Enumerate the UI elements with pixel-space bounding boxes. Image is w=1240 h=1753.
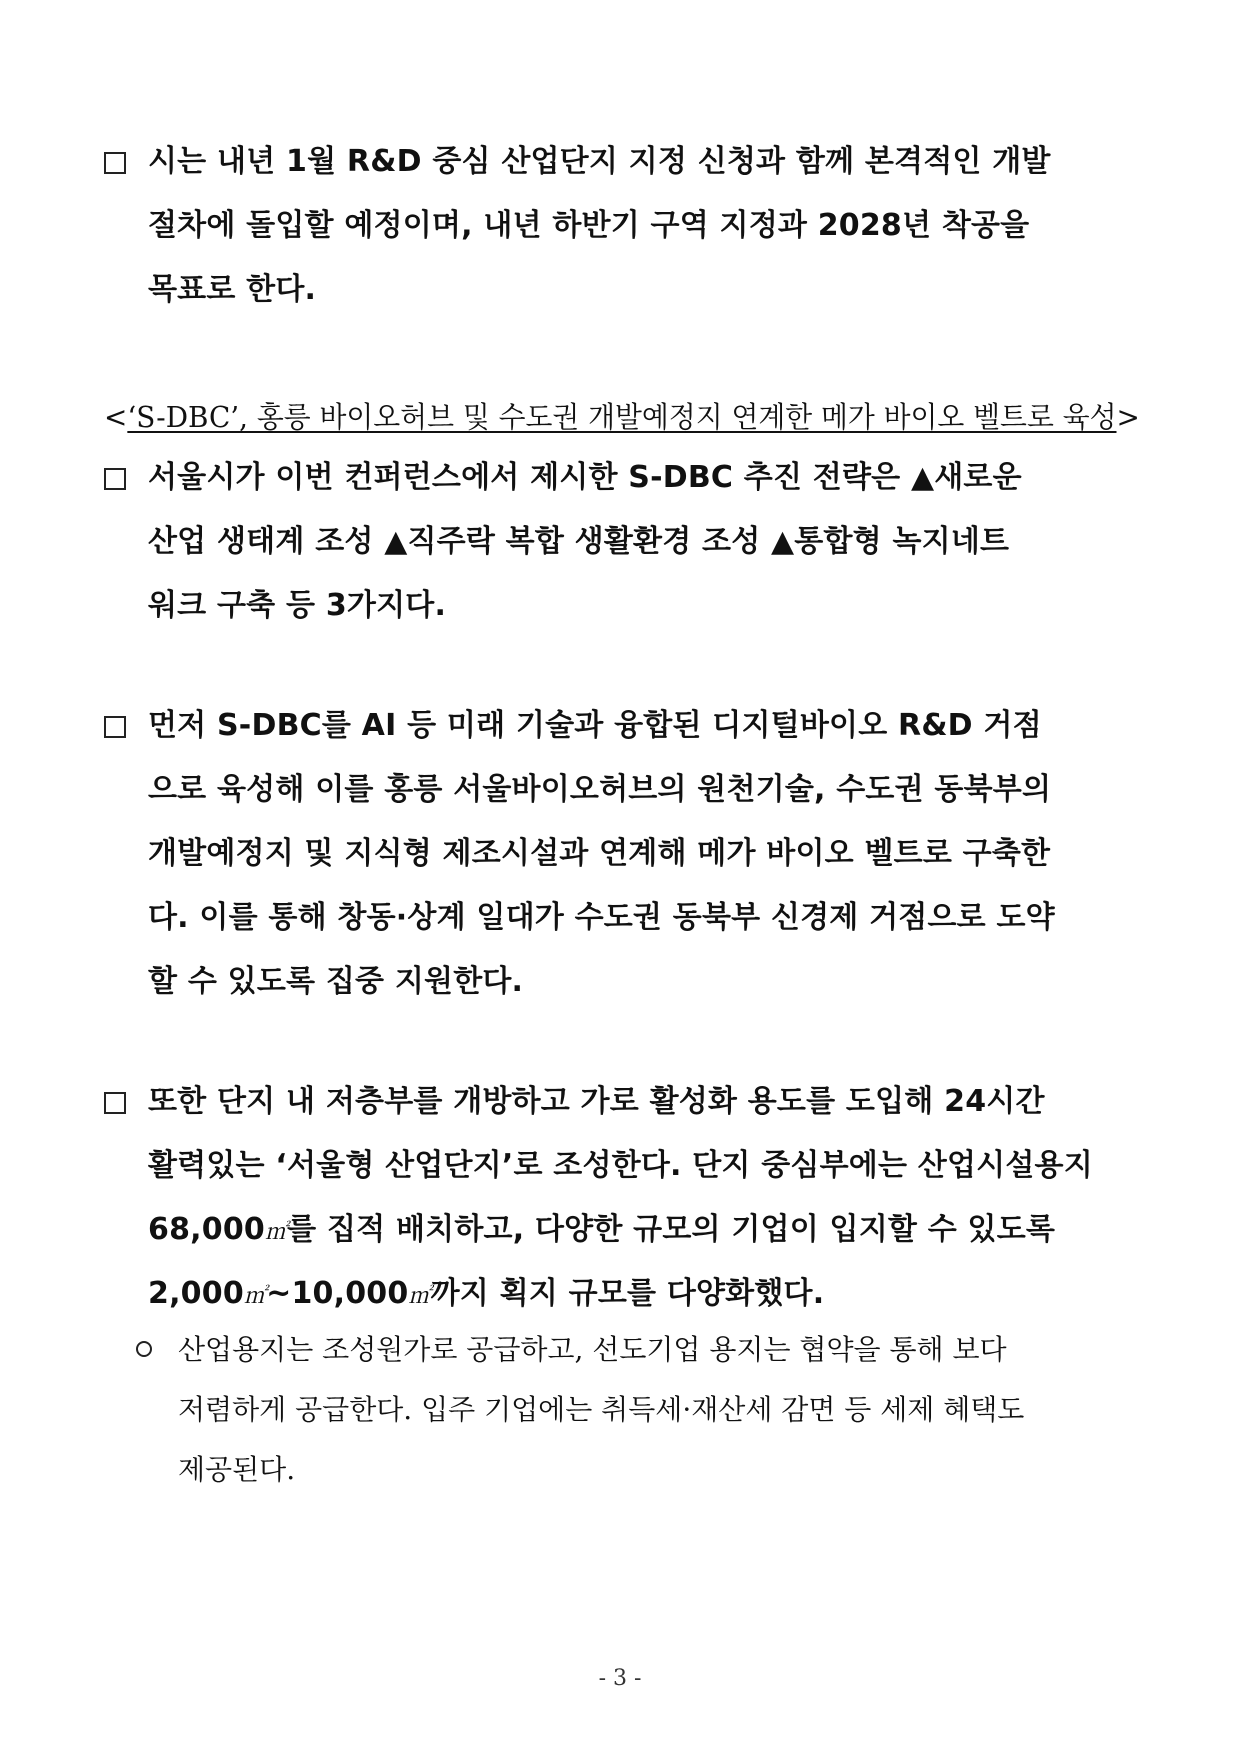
- area-value: 68,000: [148, 1212, 265, 1247]
- checkbox-bullet-icon: [104, 716, 126, 738]
- paragraph-4-line-4: [148, 1274, 824, 1317]
- paragraph-4-line-1: 또한 단지 내 저층부를 개방하고 가로 활성화 용도를 도입해 24시간: [148, 1084, 1045, 1119]
- paragraph-3-line-5: 할 수 있도록 집중 지원한다.: [148, 964, 524, 999]
- paragraph-1-line-3: 목표로 한다.: [148, 272, 317, 307]
- area-max-value: ~10,000: [266, 1276, 409, 1311]
- paragraph-2-line-1: 서울시가 이번 컨퍼런스에서 제시한 S-DBC 추진 전략은 ▲새로운: [148, 460, 1022, 495]
- paragraph-3-line-4: 다. 이를 통해 창동·상계 일대가 수도권 동북부 신경제 거점으로 도약: [148, 900, 1055, 935]
- heading-close-bracket: >: [1116, 400, 1140, 434]
- square-meter-unit: ㎡: [264, 1220, 288, 1245]
- heading-text: ‘S-DBC’, 홍릉 바이오허브 및 수도권 개발예정지 연계한 메가 바이오 벨트로 육성: [127, 400, 1117, 434]
- paragraph-1-line-2: 절차에 돌입할 예정이며, 내년 하반기 구역 지정과 2028년 착공을: [148, 208, 1030, 243]
- paragraph-2-line-2: 산업 생태계 조성 ▲직주락 복합 생활환경 조성 ▲통합형 녹지네트: [148, 524, 1010, 559]
- sub-paragraph-line-3: 제공된다.: [178, 1453, 296, 1486]
- heading-open-bracket: <: [104, 400, 128, 434]
- paragraph-4-line-2: 활력있는 ‘서울형 산업단지’로 조성한다. 단지 중심부에는 산업시설용지: [148, 1148, 1093, 1183]
- square-meter-unit: ㎡: [408, 1284, 431, 1309]
- circle-bullet-icon: [136, 1341, 152, 1357]
- paragraph-4-line-4-rest: 까지 획지 규모를 다양화했다.: [430, 1276, 825, 1311]
- checkbox-bullet-icon: [104, 152, 126, 174]
- sub-paragraph-line-1: 산업용지는 조성원가로 공급하고, 선도기업 용지는 협약을 통해 보다: [178, 1333, 1007, 1366]
- paragraph-1-line-1: 시는 내년 1월 R&D 중심 산업단지 지정 신청과 함께 본격적인 개발: [148, 144, 1051, 179]
- area-min-value: 2,000: [148, 1276, 244, 1311]
- paragraph-4-line-3-rest: 를 집적 배치하고, 다양한 규모의 기업이 입지할 수 있도록: [287, 1212, 1056, 1247]
- paragraph-2-line-3: 워크 구축 등 3가지다.: [148, 588, 447, 623]
- paragraph-3-line-1: 먼저 S-DBC를 AI 등 미래 기술과 융합된 디지털바이오 R&D 거점: [148, 708, 1042, 743]
- page-number: - 3 -: [598, 1666, 642, 1691]
- paragraph-3-line-3: 개발예정지 및 지식형 제조시설과 연계해 메가 바이오 벨트로 구축한: [148, 836, 1051, 871]
- section-heading: [104, 397, 1140, 437]
- square-meter-unit: ㎡: [243, 1284, 267, 1309]
- paragraph-4-line-3: [148, 1210, 1055, 1253]
- paragraph-3-line-2: 으로 육성해 이를 홍릉 서울바이오허브의 원천기술, 수도권 동북부의: [148, 772, 1052, 807]
- sub-paragraph-line-2: 저렴하게 공급한다. 입주 기업에는 취득세·재산세 감면 등 세제 혜택도: [178, 1393, 1025, 1426]
- checkbox-bullet-icon: [104, 468, 126, 490]
- checkbox-bullet-icon: [104, 1092, 126, 1114]
